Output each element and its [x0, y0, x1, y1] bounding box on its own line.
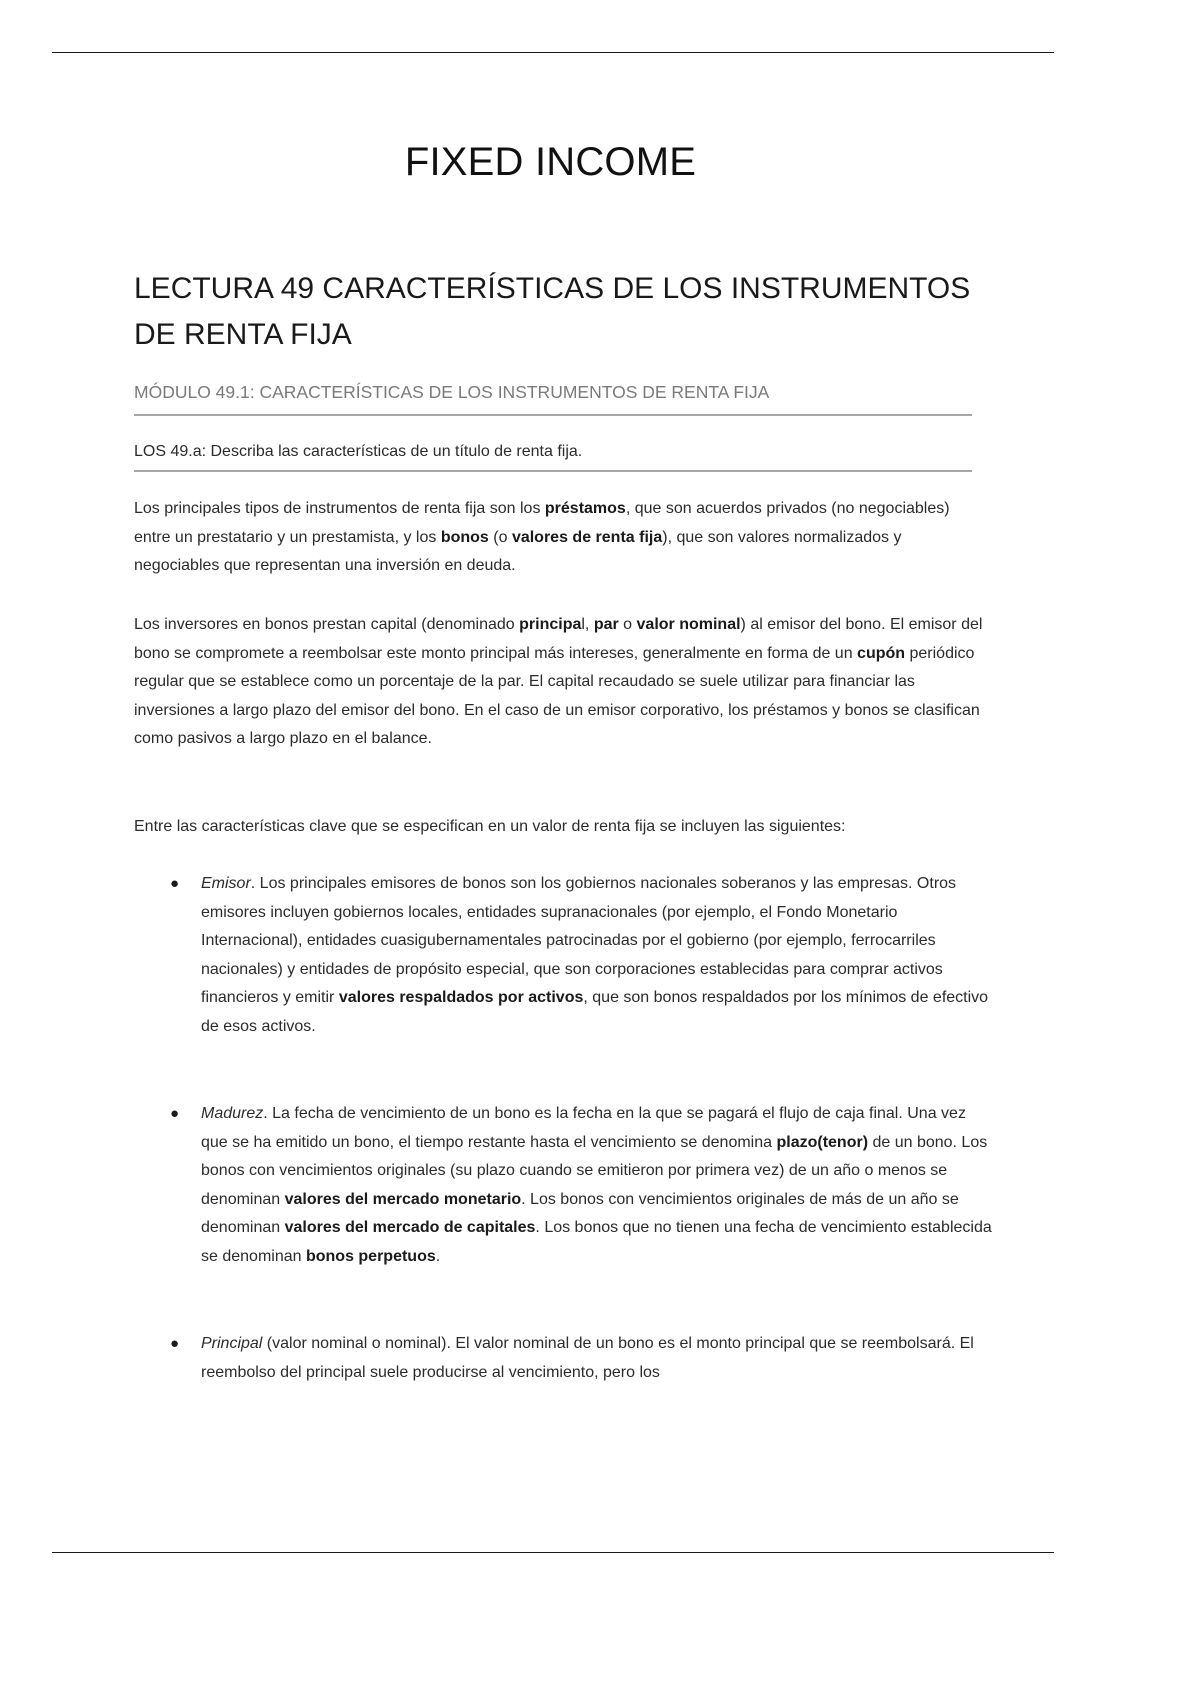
- los-divider: [134, 470, 972, 472]
- text-run: , que son bonos respaldados por los mínimos de efectivo de esos activos.: [201, 989, 989, 1035]
- bold-term: bonos: [440, 528, 489, 546]
- list-item-madurez: [134, 1100, 994, 1272]
- text-run: ) al emisor del bono. El emisor del bono se compromete a reembolsar este monto principal más intereses, generalmente en forma de un: [134, 616, 983, 662]
- bold-term: valores de renta fija: [511, 528, 663, 546]
- module-divider: [134, 414, 972, 416]
- los-statement: LOS 49.a: Describa las características de un título de renta fija.: [134, 443, 583, 460]
- text-run: . Los principales emisores de bonos son los gobiernos nacionales soberanos y las empresas. Otros emisores incluyen gobiernos locales, entidades supranacionales (por ejemplo, el Fondo Monetario Internacional), entidades cuasigubernamentales patrocinadas por el gobierno (por ejemplo, ferrocarriles nacionales) y entidades de propósito especial, que son corporaciones establecidas para comprar activos financieros y emitir: [201, 875, 957, 1007]
- text-run: (o: [488, 528, 512, 546]
- bold-term: valores respaldados por activos: [338, 989, 584, 1007]
- bullet-icon: ●: [170, 875, 180, 892]
- text-run: o: [618, 616, 637, 633]
- bold-term: par: [593, 616, 619, 633]
- text-run: .: [435, 1247, 441, 1265]
- bold-term: plazo(tenor): [776, 1133, 869, 1151]
- bold-term: bonos perpetuos: [305, 1247, 436, 1265]
- bold-term: cupón: [857, 644, 906, 662]
- text-run: periódico regular que se establece como un porcentaje de la par. El capital recaudado se suele utilizar para financiar las inversiones a largo plazo del emisor del bono. En el caso de un emisor corporativo, los préstamos y bonos se clasifican como pasivos a largo plazo en el balance.: [134, 644, 980, 748]
- text-run: . Los bonos con vencimientos originales de más de un año se denominan: [201, 1190, 959, 1237]
- italic-term: Emisor: [201, 875, 251, 892]
- document-title: FIXED INCOME: [404, 140, 697, 184]
- text-run: de un bono. Los bonos con vencimientos originales (su plazo cuando se emitieron por primera vez) de un año o menos se denominan: [201, 1133, 988, 1208]
- lecture-heading: LECTURA 49 CARACTERÍSTICAS DE LOS INSTRUMENTOS DE RENTA FIJA: [134, 272, 971, 351]
- bold-term: principa: [519, 616, 582, 633]
- text-run: Los inversores en bonos prestan capital (denominado: [134, 616, 520, 633]
- text-run: , que son acuerdos privados (no negociables) entre un prestatario y un prestamista, y los: [134, 500, 950, 546]
- features-list: [134, 870, 994, 1042]
- text-run: l,: [581, 616, 594, 633]
- bold-term: valor nominal: [636, 616, 741, 633]
- top-rule: [52, 52, 1054, 53]
- text-run: . Los bonos que no tienen una fecha de vencimiento establecida se denominan: [201, 1219, 992, 1265]
- bold-term: valores del mercado de capitales: [284, 1219, 536, 1237]
- text-run: ), que son valores normalizados y negociables que representan una inversión en deuda.: [134, 528, 902, 575]
- bold-term: valores del mercado monetario: [284, 1190, 522, 1208]
- bold-term: préstamos: [544, 500, 626, 517]
- italic-term: Madurez: [201, 1105, 264, 1122]
- text-run: . La fecha de vencimiento de un bono es la fecha en la que se pagará el flujo de caja final. Una vez que se ha emitido un bono, el tiempo restante hasta el vencimiento se denomina: [201, 1105, 966, 1151]
- text-run: (valor nominal o nominal). El valor nominal de un bono es el monto principal que se reembolsará. El reembolso del principal suele producirse al vencimiento, pero los: [201, 1335, 974, 1381]
- italic-term: Principal: [201, 1335, 263, 1352]
- features-list: [134, 1330, 994, 1387]
- bullet-icon: ●: [170, 1335, 180, 1352]
- list-item-principal: [134, 1330, 994, 1387]
- features-list: [134, 1100, 994, 1272]
- paragraph-key-features-intro: Entre las características clave que se especifican en un valor de renta fija se incluyen las siguientes:: [134, 818, 846, 835]
- module-heading: MÓDULO 49.1: CARACTERÍSTICAS DE LOS INSTRUMENTOS DE RENTA FIJA: [134, 382, 770, 402]
- list-item-emisor: [134, 870, 994, 1042]
- bullet-icon: ●: [170, 1105, 180, 1122]
- bottom-rule: [52, 1552, 1054, 1553]
- paragraph-loan-types: [134, 495, 984, 581]
- text-run: Los principales tipos de instrumentos de renta fija son los: [134, 500, 545, 517]
- paragraph-bond-investors: [134, 611, 984, 754]
